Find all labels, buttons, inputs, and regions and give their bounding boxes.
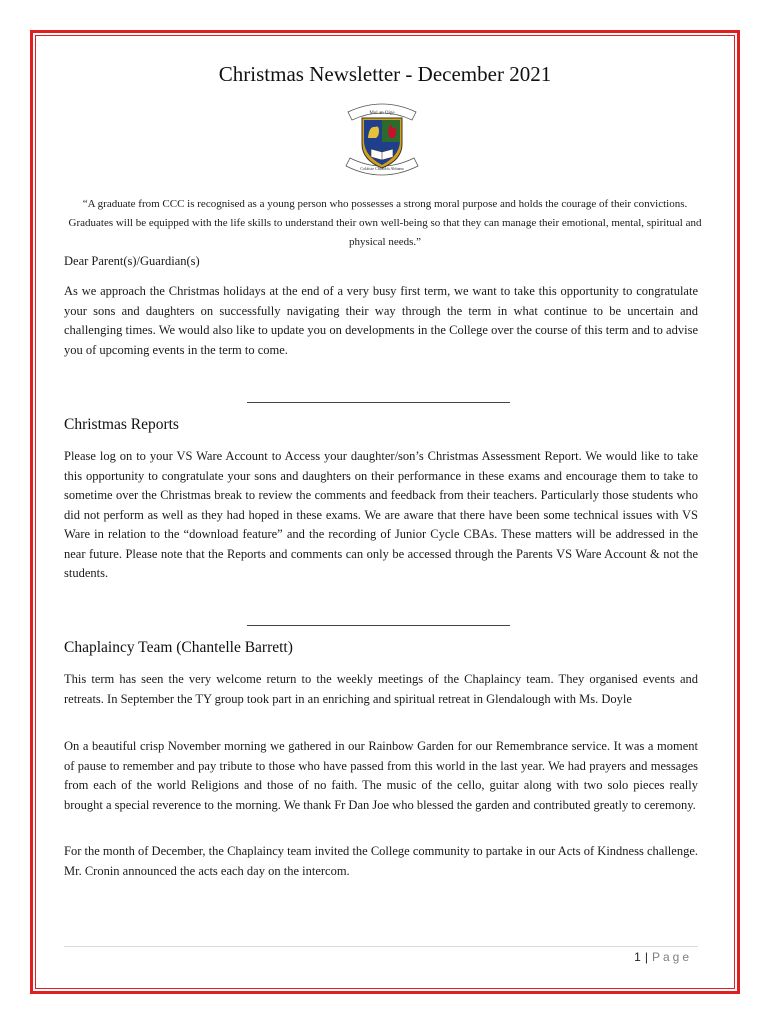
chaplaincy-paragraph-2: On a beautiful crisp November morning we gathered in our Rainbow Garden for our Remembrance service. It was a moment of pause to remember and pay tribute to those who have passed from this world in the last year. We had prayers and messages from each of the world Religions and those of no faith. The music of the cello, guitar along with two solo pieces really brought a special reverence to the morning. We thank Fr Dan Joe who blessed the garden and contributed greatly to ceremony. (64, 739, 698, 812)
page-label: Page (651, 950, 692, 964)
page-footer (634, 950, 692, 964)
section-divider (247, 402, 510, 403)
christmas-reports-heading: Christmas Reports (64, 416, 179, 433)
footer-separator: | (644, 950, 648, 964)
chaplaincy-heading: Chaplaincy Team (Chantelle Barrett) (64, 639, 293, 656)
chaplaincy-paragraph-1: This term has seen the very welcome return to the weekly meetings of the Chaplaincy team. They organised events and retreats. In September the TY group took part in an enriching and spiritual retreat in Glendalough with Ms. Doyle (64, 672, 698, 706)
footer-rule (64, 946, 698, 947)
crest-motto-top: Mol an Oige (369, 111, 395, 116)
page-number: 1 (634, 950, 641, 964)
crest-motto-bottom: Coláiste Chraobh Abhann (360, 166, 404, 171)
newsletter-title: Christmas Newsletter - December 2021 (218, 62, 552, 86)
greeting: Dear Parent(s)/Guardian(s) (64, 254, 200, 268)
christmas-reports-paragraph: Please log on to your VS Ware Account to Access your daughter/son’s Christmas Assessment Report. We would like to take this opportunity to congratulate your sons and daughters on their performance in these exams and encourage them to take to sometime over the Christmas break to review the comments and feedback from their teachers. Particularly those students who did not perform as well as they had hoped in these exams. We are aware that there have been some technical issues with VS Ware in relation to the “download feature” and the recording of Junior Cycle CBAs. These matters will be addressed in the near future. Please note that the Reports and comments can only be accessed through the Parents VS Ware Account & not the students. (64, 449, 698, 580)
chaplaincy-paragraph-3: For the month of December, the Chaplaincy team invited the College community to partake in our Acts of Kindness challenge. Mr. Cronin announced the acts each day on the intercom. (64, 844, 698, 878)
mission-quote: “A graduate from CCC is recognised as a young person who possesses a strong moral purpose and holds the courage of their convictions. Graduates will be equipped with the life skills to understand their own well-being so that they can manage their emotional, mental, spiritual and physical needs.” (68, 198, 702, 248)
school-crest-logo (338, 98, 426, 182)
section-divider (247, 625, 510, 626)
intro-paragraph: As we approach the Christmas holidays at the end of a very busy first term, we want to take this opportunity to congratulate your sons and daughters on successfully navigating their way through the term in what continue to be uncertain and challenging times. We would also like to update you on developments in the College over the course of this term and to advise you of upcoming events in the term to come. (64, 284, 698, 357)
